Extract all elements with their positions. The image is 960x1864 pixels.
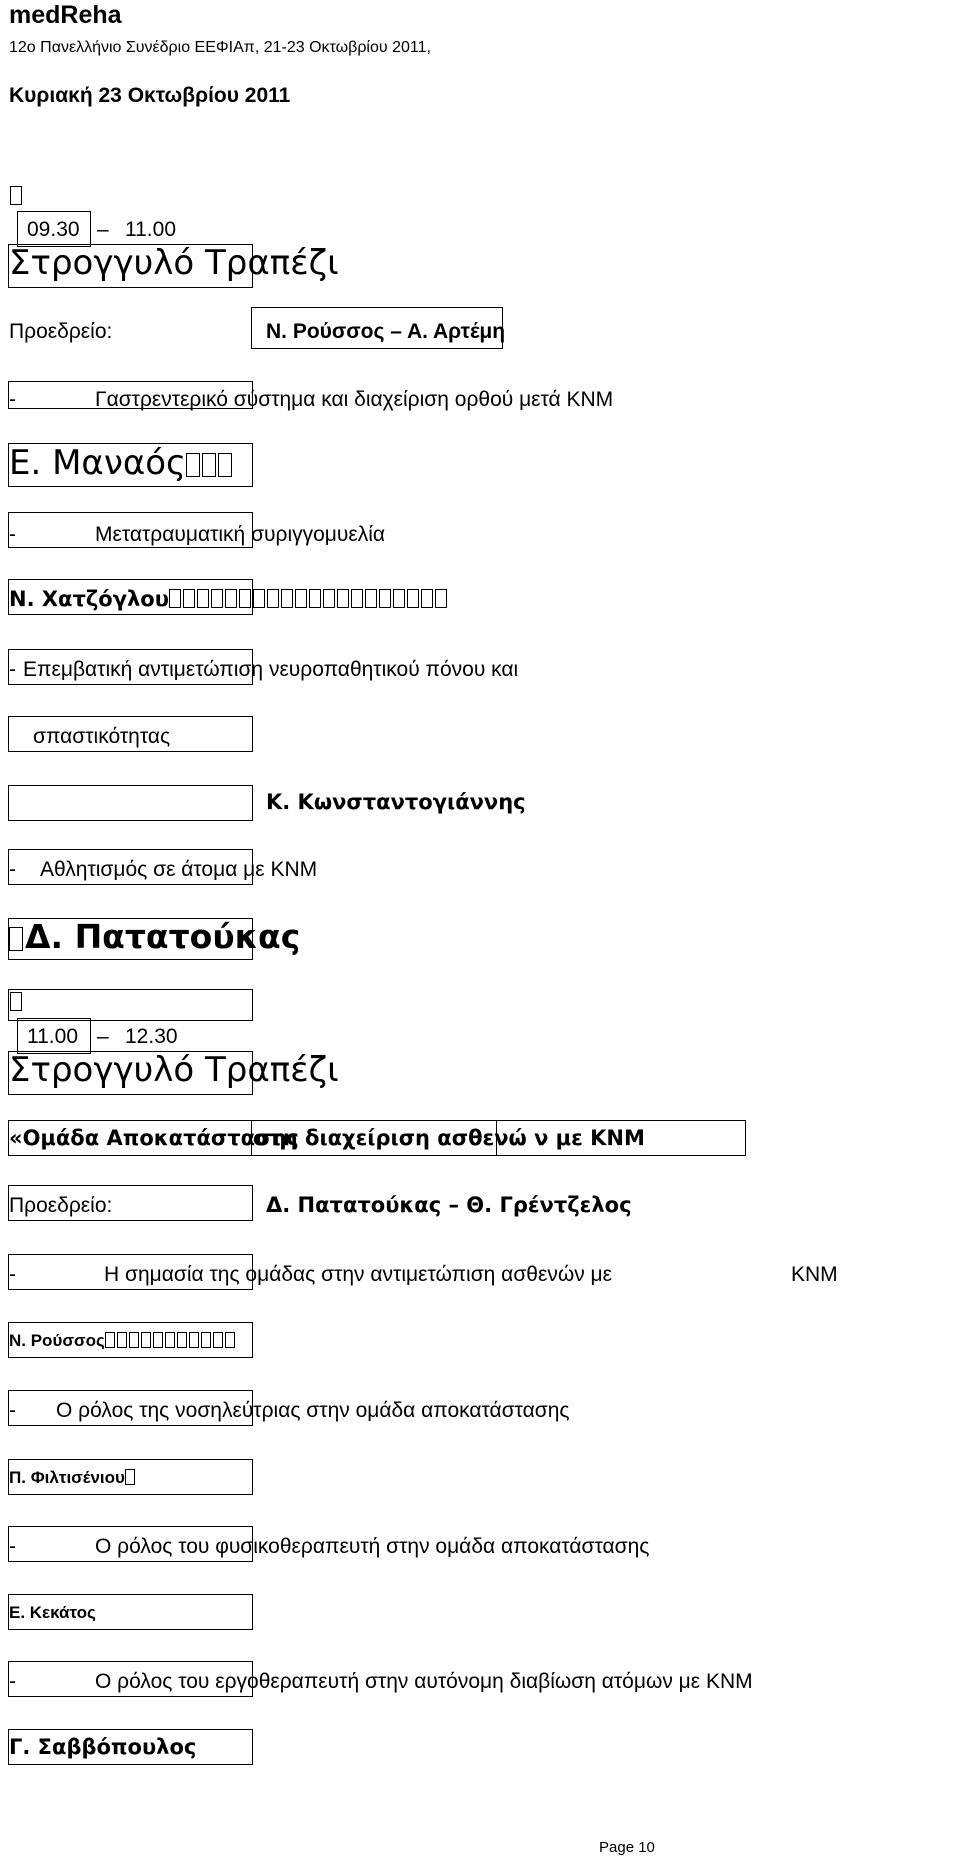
talk-title: Αθλητισμός σε άτομα με ΚΝΜ xyxy=(40,858,318,881)
session2-subtitle-a: «Ομάδα Αποκατάστασης xyxy=(9,1126,299,1150)
talk-speaker xyxy=(9,1469,137,1486)
speaker-name: Ν. Χατζόγλου xyxy=(9,587,169,611)
talk-speaker xyxy=(9,1332,237,1349)
session2-time-end: 12.30 xyxy=(125,1025,178,1048)
speaker-name: Δ. Πατατούκας xyxy=(25,917,301,956)
session1-time-dash: – xyxy=(97,218,109,241)
talk-speaker: Ε. Κεκάτος xyxy=(9,1603,96,1622)
glyph-placeholder-icon xyxy=(10,186,24,207)
session2-time-start: 11.00 xyxy=(27,1025,78,1048)
talk-title: Γαστρεντερικό σύστημα και διαχείριση ορθού μετά ΚΝΜ xyxy=(95,388,614,411)
session1-time-start: 09.30 xyxy=(27,218,80,241)
talk-speaker: Γ. Σαββόπουλος xyxy=(9,1735,197,1759)
conference-line: 12ο Πανελλήνιο Συνέδριο ΕΕΦΙΑπ, 21-23 Οκτωβρίου 2011, xyxy=(9,39,431,56)
talk-title-continued: σπαστικότητας xyxy=(33,725,171,748)
brand-title: medReha xyxy=(9,1,122,29)
row-box xyxy=(8,989,253,1021)
talk-speaker xyxy=(9,443,234,483)
talk-dash: - xyxy=(9,1670,16,1693)
session1-time-end: 11.00 xyxy=(125,218,176,241)
day-heading: Κυριακή 23 Οκτωβρίου 2011 xyxy=(9,84,291,107)
talk-speaker: Κ. Κωνσταντογιάννης xyxy=(266,790,526,814)
session1-chairs-label: Προεδρείο: xyxy=(9,320,113,343)
talk-dash: - xyxy=(9,1263,16,1286)
talk-dash: - xyxy=(9,1535,16,1558)
session1-title: Στρογγυλό Τραπέζι xyxy=(9,243,339,283)
speaker-name: Π. Φιλτισένιου xyxy=(9,1468,125,1487)
session1-chairs: Ν. Ρούσσος – Α. Αρτέμη xyxy=(266,320,506,343)
talk-title: Η σημασία της ομάδας στην αντιμετώπιση ασθενών με xyxy=(104,1263,613,1286)
session2-subtitle-b: στη διαχείριση ασθενώ ν με ΚΝΜ xyxy=(253,1126,645,1150)
talk-dash: - xyxy=(9,858,16,881)
session2-time-dash: – xyxy=(97,1025,109,1048)
speaker-name: Ν. Ρούσσος xyxy=(9,1331,105,1350)
glyph-placeholder-icon xyxy=(10,992,24,1013)
talk-title: Ο ρόλος του φυσικοθεραπευτή στην ομάδα αποκατάστασης xyxy=(95,1535,650,1558)
session2-title: Στρογγυλό Τραπέζι xyxy=(9,1050,339,1090)
talk-title-end: ΚΝΜ xyxy=(791,1263,838,1286)
talk-title: Ο ρόλος του εργοθεραπευτή στην αυτόνομη διαβίωση ατόμων με ΚΝΜ xyxy=(95,1670,753,1693)
page-number: Page 10 xyxy=(599,1839,655,1856)
talk-speaker xyxy=(9,917,301,956)
session2-chairs: Δ. Πατατούκας – Θ. Γρέντζελος xyxy=(266,1193,632,1217)
talk-title: Επεμβατική αντιμετώπιση νευροπαθητικού πόνου και xyxy=(23,658,519,681)
talk-title: Ο ρόλος της νοσηλεύτριας στην ομάδα αποκατάστασης xyxy=(56,1399,570,1422)
talk-dash: - xyxy=(9,1399,16,1422)
row-box xyxy=(8,785,253,821)
talk-dash: - xyxy=(9,523,16,546)
talk-title: Μετατραυματική συριγγομυελία xyxy=(95,523,386,546)
talk-dash: - xyxy=(9,658,16,681)
speaker-name: Ε. Μαναός xyxy=(9,443,187,483)
talk-speaker xyxy=(9,589,449,610)
session2-chairs-label: Προεδρείο: xyxy=(9,1194,113,1217)
talk-dash: - xyxy=(9,388,16,411)
